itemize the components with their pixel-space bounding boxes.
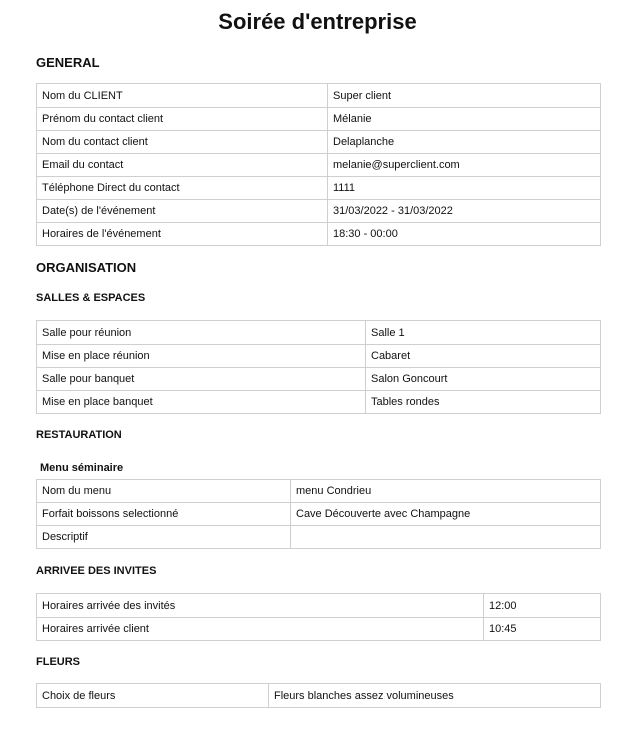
row-label: Téléphone Direct du contact — [37, 177, 328, 200]
row-value — [291, 526, 601, 549]
row-label: Horaires de l'événement — [37, 223, 328, 246]
row-value: Mélanie — [328, 108, 601, 131]
row-label: Forfait boissons selectionné — [37, 503, 291, 526]
row-label: Salle pour réunion — [37, 321, 366, 345]
row-label: Mise en place réunion — [37, 345, 366, 368]
row-label: Horaires arrivée des invités — [37, 594, 484, 618]
row-value: Super client — [328, 84, 601, 108]
page-title: Soirée d'entreprise — [218, 9, 417, 34]
table-row — [37, 480, 601, 503]
table-row — [37, 108, 601, 131]
section-heading-general: GENERAL — [36, 55, 100, 70]
row-label: Horaires arrivée client — [37, 618, 484, 641]
table-row — [37, 200, 601, 223]
row-label: Email du contact — [37, 154, 328, 177]
general-table — [36, 83, 601, 246]
table-row — [37, 321, 601, 345]
table-row — [37, 84, 601, 108]
table-row — [37, 618, 601, 641]
salles-table — [36, 320, 601, 414]
row-value: melanie@superclient.com — [328, 154, 601, 177]
row-value: Fleurs blanches assez volumineuses — [269, 684, 601, 708]
table-row — [37, 345, 601, 368]
table-row — [37, 131, 601, 154]
row-value: Cabaret — [366, 345, 601, 368]
row-value: menu Condrieu — [291, 480, 601, 503]
row-value: 18:30 - 00:00 — [328, 223, 601, 246]
section-heading-organisation: ORGANISATION — [36, 260, 137, 275]
table-row — [37, 594, 601, 618]
table-row — [37, 526, 601, 549]
row-value: Cave Découverte avec Champagne — [291, 503, 601, 526]
table-row — [37, 503, 601, 526]
subsection-heading-arrivee: ARRIVEE DES INVITES — [36, 565, 157, 577]
row-value: 1111 — [328, 177, 601, 200]
row-value: 12:00 — [484, 594, 601, 618]
table-row — [37, 391, 601, 414]
subsection-heading-salles: SALLES & ESPACES — [36, 292, 146, 304]
row-label: Date(s) de l'événement — [37, 200, 328, 223]
row-label: Nom du contact client — [37, 131, 328, 154]
table-row — [37, 368, 601, 391]
row-value: Tables rondes — [366, 391, 601, 414]
row-label: Choix de fleurs — [37, 684, 269, 708]
arrivee-table — [36, 593, 601, 641]
row-label: Nom du CLIENT — [37, 84, 328, 108]
restauration-table — [36, 479, 601, 549]
table-row — [37, 684, 601, 708]
row-label: Descriptif — [37, 526, 291, 549]
row-label: Mise en place banquet — [37, 391, 366, 414]
row-value: Delaplanche — [328, 131, 601, 154]
subsection-heading-restauration: RESTAURATION — [36, 429, 122, 441]
row-label: Nom du menu — [37, 480, 291, 503]
row-value: 10:45 — [484, 618, 601, 641]
row-value: Salon Goncourt — [366, 368, 601, 391]
table-row — [37, 223, 601, 246]
row-label: Salle pour banquet — [37, 368, 366, 391]
row-value: 31/03/2022 - 31/03/2022 — [328, 200, 601, 223]
table-row — [37, 177, 601, 200]
table-row — [37, 154, 601, 177]
fleurs-table — [36, 683, 601, 708]
menu-heading: Menu séminaire — [40, 462, 124, 474]
subsection-heading-fleurs: FLEURS — [36, 656, 80, 668]
row-label: Prénom du contact client — [37, 108, 328, 131]
row-value: Salle 1 — [366, 321, 601, 345]
